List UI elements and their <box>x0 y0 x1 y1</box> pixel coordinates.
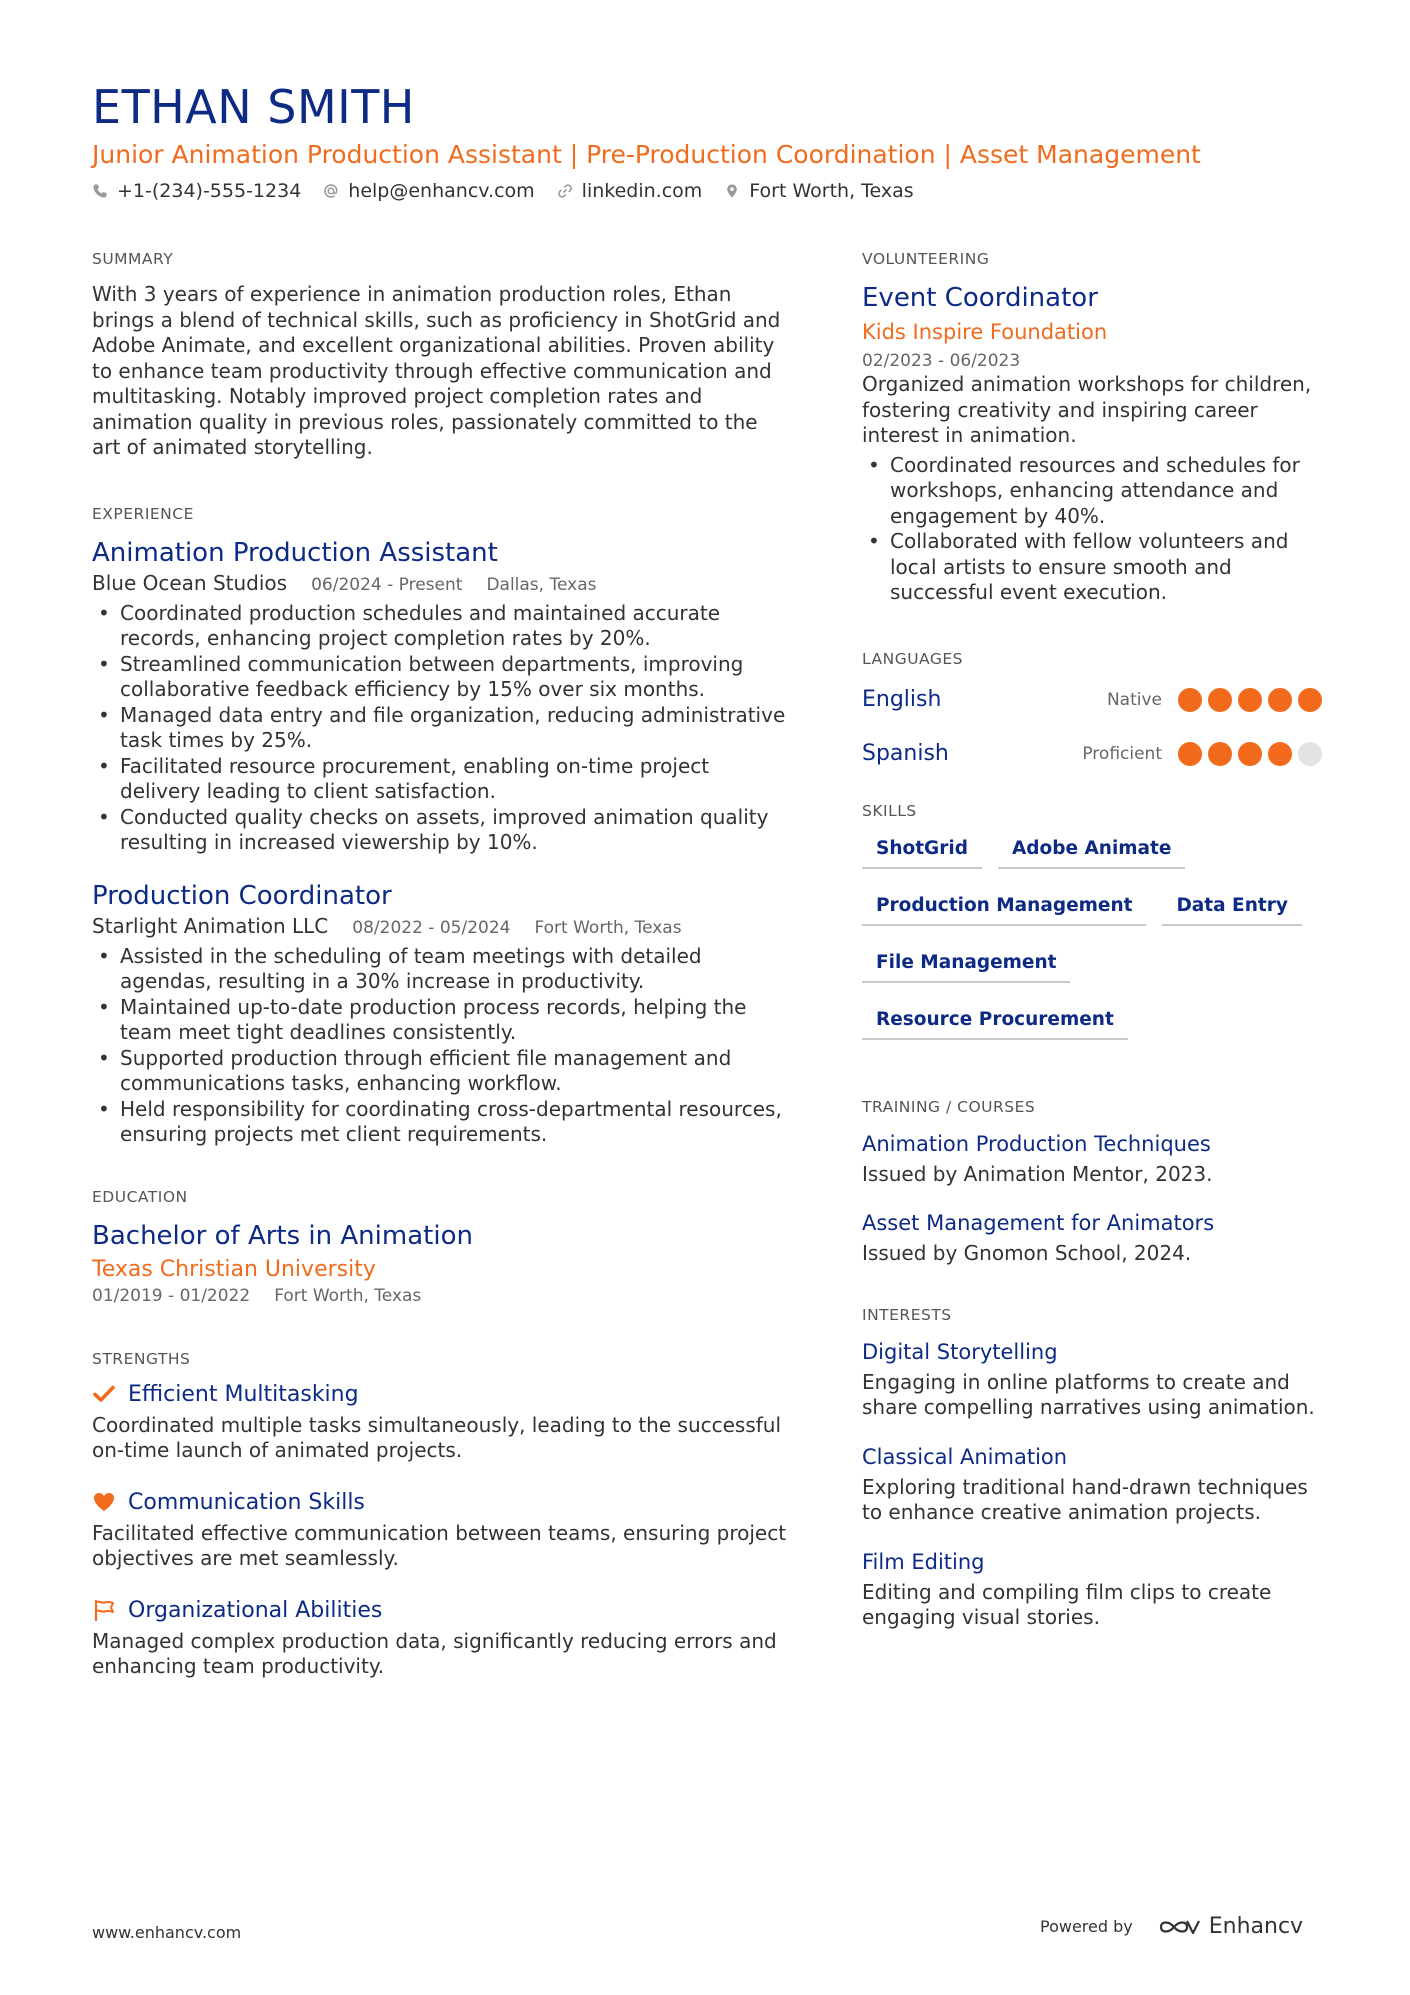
language-row <box>862 682 1322 718</box>
contact-bar <box>92 180 914 202</box>
right-column <box>862 250 1322 1675</box>
phone-text: +1-(234)-555-1234 <box>117 180 302 202</box>
language-level: Native <box>1106 689 1162 710</box>
skill-tag: ShotGrid <box>862 834 982 869</box>
brand-name: Enhancv <box>1208 1914 1304 1939</box>
section-title-training: TRAINING / COURSES <box>862 1097 1036 1116</box>
linkedin-text: linkedin.com <box>581 180 703 202</box>
strengths-section <box>92 1350 792 1680</box>
volunteer-bullets <box>862 453 1322 606</box>
strength-item <box>92 1598 792 1680</box>
job-bullets <box>92 601 792 856</box>
course-title: Asset Management for Animators <box>862 1210 1215 1235</box>
course-item <box>862 1209 1322 1266</box>
job-bullets <box>92 944 792 1148</box>
contact-linkedin[interactable] <box>557 180 703 202</box>
skill-tag: Data Entry <box>1162 891 1301 926</box>
strength-head <box>92 1598 792 1623</box>
job-meta <box>92 914 792 938</box>
job-company: Starlight Animation LLC <box>92 913 329 938</box>
section-title-education: EDUCATION <box>92 1187 188 1206</box>
job-bullet: • Held responsibility for coordinating cross-departmental resources, ensuring projects met client requirements. <box>92 1097 792 1148</box>
job-entry <box>92 537 792 856</box>
interest-item <box>862 1548 1322 1631</box>
strength-title: Efficient Multitasking <box>128 1381 359 1407</box>
course-item <box>862 1130 1322 1187</box>
strength-title: Communication Skills <box>128 1489 365 1515</box>
contact-phone[interactable] <box>92 180 301 202</box>
job-bullet: • Streamlined communication between departments, improving collaborative feedback efficiency by 15% over six months. <box>92 652 792 703</box>
job-title: Animation Production Assistant <box>92 537 498 568</box>
footer-website[interactable]: www.enhancv.com <box>92 1923 242 1942</box>
interest-item <box>862 1443 1322 1526</box>
strength-text: Coordinated multiple tasks simultaneously, leading to the successful on-time launch of animated projects. <box>92 1412 782 1462</box>
section-title-skills: SKILLS <box>862 801 917 820</box>
strength-title: Organizational Abilities <box>128 1597 383 1623</box>
skills-list <box>862 834 1322 1040</box>
powered-by-label: Powered by <box>1040 1917 1133 1936</box>
experience-section <box>92 505 792 1148</box>
job-title: Production Coordinator <box>92 880 392 911</box>
link-icon <box>557 183 573 199</box>
enhancv-logo-icon <box>1157 1915 1203 1939</box>
rating-dot-filled <box>1238 742 1262 766</box>
job-company: Blue Ocean Studios <box>92 570 288 595</box>
skill-tag: Resource Procurement <box>862 1005 1128 1040</box>
language-row <box>862 736 1322 772</box>
volunteer-dates: 02/2023 - 06/2023 <box>862 351 1021 371</box>
education-meta <box>92 1286 792 1306</box>
location-text: Fort Worth, Texas <box>749 180 914 202</box>
rating-dot-filled <box>1178 742 1202 766</box>
strength-item <box>92 1382 792 1464</box>
rating-dot-filled <box>1268 742 1292 766</box>
job-meta <box>92 571 792 595</box>
rating-dot-filled <box>1238 688 1262 712</box>
course-issuer: Issued by Animation Mentor, 2023. <box>862 1161 1213 1186</box>
volunteering-section <box>862 250 1322 606</box>
language-name: English <box>862 687 942 712</box>
strength-text: Facilitated effective communication between teams, ensuring project objectives are met seamlessly. <box>92 1520 787 1570</box>
contact-email[interactable] <box>323 180 534 202</box>
flag-icon <box>92 1598 116 1622</box>
interest-title: Digital Storytelling <box>862 1339 1058 1364</box>
rating-dot-filled <box>1298 688 1322 712</box>
brand-logo[interactable] <box>1157 1914 1303 1939</box>
volunteer-role: Event Coordinator <box>862 283 1098 313</box>
interests-section <box>862 1306 1322 1631</box>
email-text: help@enhancv.com <box>348 180 535 202</box>
language-level: Proficient <box>1082 743 1162 764</box>
rating-dot-filled <box>1178 688 1202 712</box>
footer-branding <box>1040 1914 1303 1939</box>
section-title-strengths: STRENGTHS <box>92 1349 191 1368</box>
education-degree: Bachelor of Arts in Animation <box>92 1220 473 1251</box>
interest-text: Exploring traditional hand-drawn techniques to enhance creative animation projects. <box>862 1474 1308 1524</box>
interest-title: Film Editing <box>862 1549 985 1574</box>
strength-item <box>92 1490 792 1572</box>
at-icon <box>323 183 339 199</box>
summary-text: With 3 years of experience in animation production roles, Ethan brings a blend of technical skills, such as proficiency in ShotGrid and Adobe Animate, and excellent organizational abilities. Proven ability to enhance team productivity through effective communication and multitasking. Notably improved project completion rates and animation quality in previous roles, passionately committed to the art of animated storytelling. <box>92 282 781 459</box>
education-dates: 01/2019 - 01/2022 <box>92 1285 251 1306</box>
location-pin-icon <box>724 183 740 199</box>
skill-tag: File Management <box>862 948 1070 983</box>
section-title-interests: INTERESTS <box>862 1305 952 1324</box>
candidate-name: ETHAN SMITH <box>92 80 415 134</box>
language-name: Spanish <box>862 741 949 766</box>
education-location: Fort Worth, Texas <box>274 1285 422 1306</box>
volunteer-bullet: • Collaborated with fellow volunteers and local artists to ensure smooth and successful event execution. <box>862 529 1322 606</box>
skill-tag: Production Management <box>862 891 1146 926</box>
headline: Junior Animation Production Assistant | Pre-Production Coordination | Asset Management <box>92 140 1201 169</box>
education-school: Texas Christian University <box>92 1256 376 1282</box>
job-bullet: • Coordinated production schedules and maintained accurate records, enhancing project completion rates by 20%. <box>92 601 792 652</box>
job-bullet: • Facilitated resource procurement, enabling on-time project delivery leading to client satisfaction. <box>92 754 792 805</box>
training-section <box>862 1098 1322 1266</box>
job-location: Fort Worth, Texas <box>534 917 682 938</box>
volunteer-org: Kids Inspire Foundation <box>862 320 1108 344</box>
section-title-summary: SUMMARY <box>92 250 174 268</box>
language-rating <box>1178 688 1322 712</box>
job-bullet: • Assisted in the scheduling of team meetings with detailed agendas, resulting in a 30% increase in productivity. <box>92 944 792 995</box>
interest-item <box>862 1338 1322 1421</box>
rating-dot-filled <box>1208 688 1232 712</box>
interest-text: Editing and compiling film clips to create engaging visual stories. <box>862 1579 1272 1629</box>
job-bullet: • Maintained up-to-date production process records, helping the team meet tight deadlines consistently. <box>92 995 792 1046</box>
job-bullet: • Conducted quality checks on assets, improved animation quality resulting in increased viewership by 10%. <box>92 805 792 856</box>
section-title-languages: LANGUAGES <box>862 649 964 668</box>
contact-location <box>724 180 913 202</box>
interest-title: Classical Animation <box>862 1444 1068 1469</box>
job-location: Dallas, Texas <box>486 574 597 595</box>
strength-text: Managed complex production data, significantly reducing errors and enhancing team productivity. <box>92 1628 777 1678</box>
volunteer-bullet: • Coordinated resources and schedules for workshops, enhancing attendance and engagement by 40%. <box>862 453 1322 530</box>
language-rating <box>1178 742 1322 766</box>
volunteer-description: Organized animation workshops for children, fostering creativity and inspiring career interest in animation. <box>862 372 1312 447</box>
education-section <box>92 1188 792 1306</box>
skills-section <box>862 802 1322 1040</box>
rating-dot-empty <box>1298 742 1322 766</box>
languages-section <box>862 650 1322 772</box>
interest-text: Engaging in online platforms to create and share compelling narratives using animation. <box>862 1369 1315 1419</box>
check-icon <box>92 1382 116 1406</box>
strength-head <box>92 1382 792 1407</box>
course-issuer: Issued by Gnomon School, 2024. <box>862 1240 1192 1265</box>
job-dates: 08/2022 - 05/2024 <box>352 917 511 938</box>
job-bullet: • Managed data entry and file organization, reducing administrative task times by 25%. <box>92 703 792 754</box>
left-column <box>92 250 792 1724</box>
job-dates: 06/2024 - Present <box>311 574 463 595</box>
course-title: Animation Production Techniques <box>862 1131 1211 1156</box>
strength-head <box>92 1490 792 1515</box>
section-title-experience: EXPERIENCE <box>92 504 194 523</box>
skill-tag: Adobe Animate <box>998 834 1185 869</box>
job-entry <box>92 880 792 1148</box>
heart-icon <box>92 1490 116 1514</box>
phone-icon <box>92 183 108 199</box>
rating-dot-filled <box>1268 688 1292 712</box>
rating-dot-filled <box>1208 742 1232 766</box>
job-bullet: • Supported production through efficient file management and communications tasks, enhancing workflow. <box>92 1046 792 1097</box>
section-title-volunteering: VOLUNTEERING <box>862 250 990 268</box>
summary-section <box>92 250 792 461</box>
